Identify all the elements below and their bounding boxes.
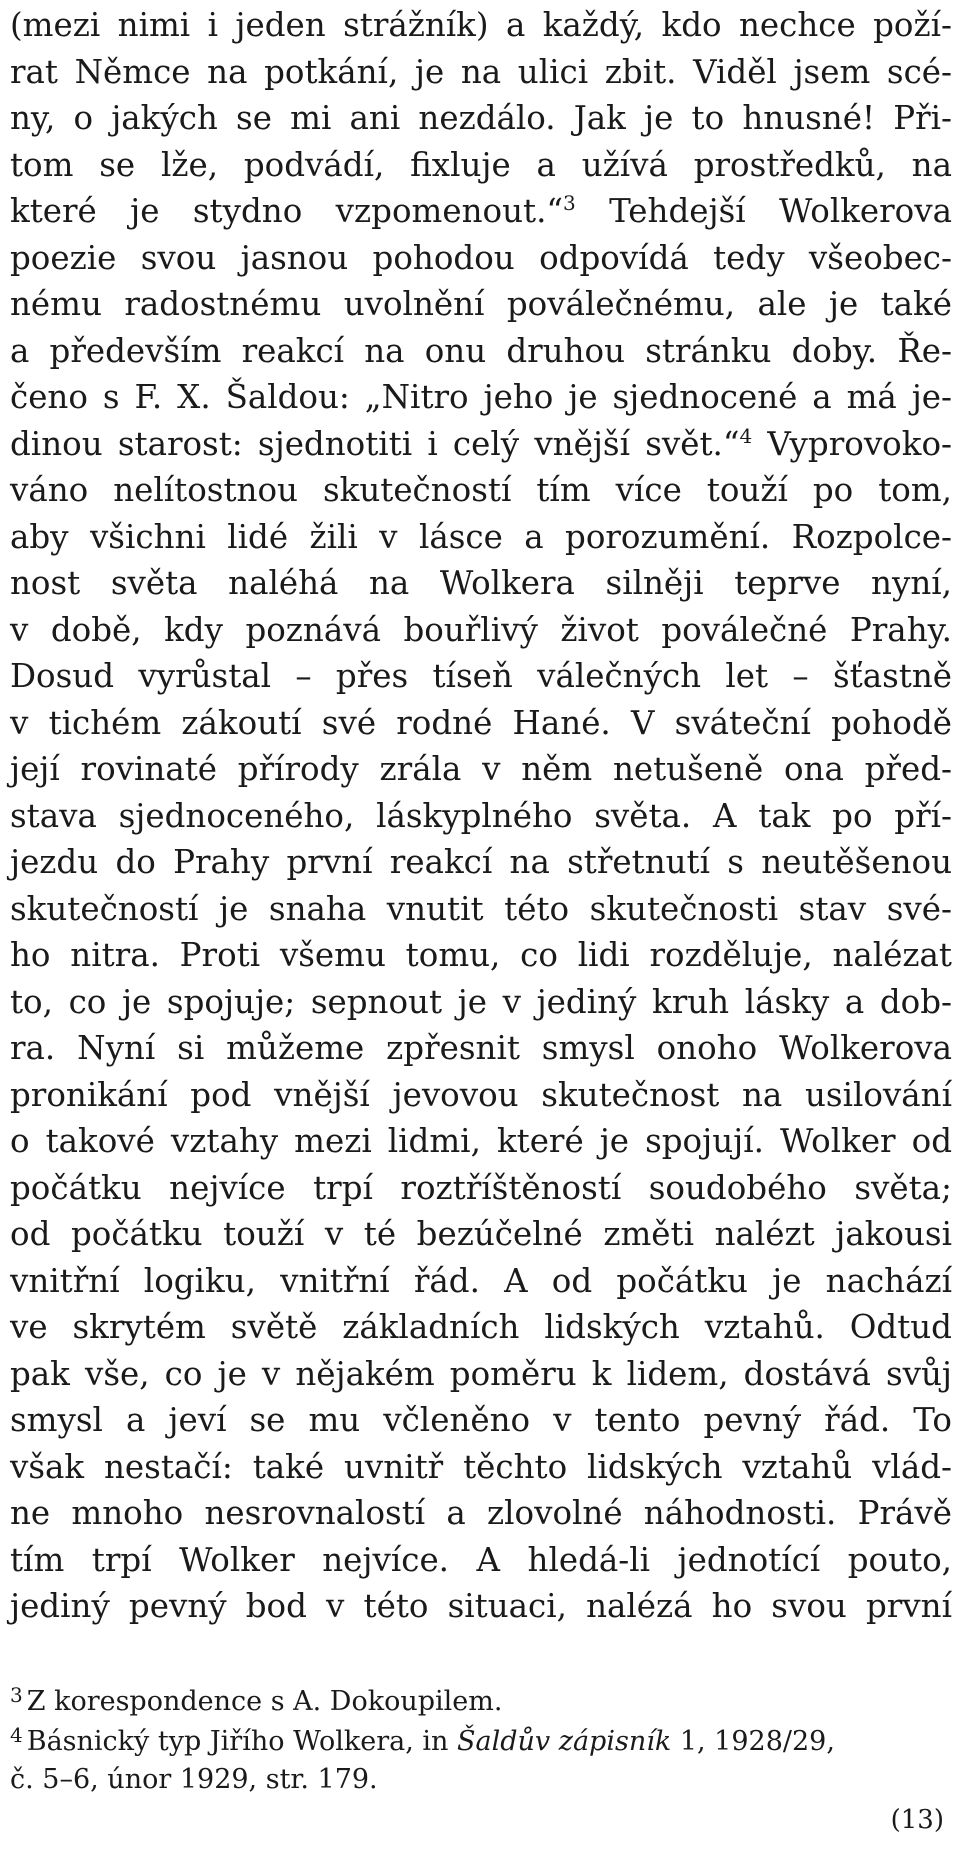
text-run: to, co je spojuje; sepnout je v jediný kruh lásky a dob- <box>10 982 952 1021</box>
text-run: ne mnoho nesrovnalostí a zlovolné náhodnosti. Právě <box>10 1494 952 1532</box>
text-run: počátku nejvíce trpí roztříštěností soudobého světa; <box>10 1168 952 1207</box>
text-line <box>10 374 952 420</box>
text-run: smysl a jeví se mu včleněno v tento pevný řád. To <box>10 1401 952 1439</box>
text-run: ve skrytém světě základních lidských vztahů. Odtud <box>10 1308 952 1346</box>
text-run: jezdu do Prahy první reakcí na střetnutí s neutěšenou <box>10 843 952 881</box>
footnote <box>10 1682 502 1722</box>
text-line <box>10 328 952 374</box>
text-line <box>10 188 952 234</box>
text-line <box>10 1258 952 1304</box>
footnote-ref: 3 <box>563 191 576 215</box>
text-line <box>10 1397 952 1443</box>
text-run: nému radostnému uvolnění poválečnému, ale je také <box>10 285 952 323</box>
text-run: však nestačí: také uvnitř těchto lidských vztahů vlád- <box>10 1447 952 1486</box>
text-run: Dosud vyrůstal – přes tíseň válečných let – šťastně <box>10 657 952 695</box>
text-line <box>10 560 952 606</box>
text-run: které je stydno vzpomenout.“ <box>10 192 564 230</box>
text-line <box>10 281 952 327</box>
text-line <box>10 1444 952 1490</box>
text-line <box>10 467 952 513</box>
text-line <box>10 793 952 839</box>
text-run: pronikání pod vnější jevovou skutečnost na usilování <box>10 1075 952 1114</box>
text-run: jediný pevný bod v této situaci, nalézá ho svou první <box>10 1587 952 1625</box>
text-line <box>10 1351 952 1397</box>
text-line <box>10 514 952 560</box>
text-run: ra. Nyní si můžeme zpřesnit smysl onoho Wolkerova <box>10 1029 952 1067</box>
text-run: její rovinaté přírody zrála v něm netušeně ona před- <box>10 750 952 788</box>
text-run: takové vztahy mezi lidmi, které je spojují <box>45 1122 754 1160</box>
text-run: dinou starost: sjednotiti i celý vnější svět.“ <box>10 424 740 463</box>
footnote-text: Básnický typ Jiřího Wolkera, in <box>26 1726 457 1757</box>
text-line <box>10 95 952 141</box>
footnote-text: Z korespondence s A. Dokoupilem. <box>26 1686 503 1717</box>
text-line <box>10 886 952 932</box>
text-run: Vyprovoko- <box>752 424 952 463</box>
footnote-text: 1, 1928/29, <box>671 1726 835 1757</box>
text-line <box>10 746 952 792</box>
text-line <box>10 932 952 978</box>
text-line <box>10 1025 952 1071</box>
text-run: v tichém zákoutí své rodné Hané. V sváteční pohodě <box>10 703 952 742</box>
text-line <box>10 1304 952 1350</box>
text-line <box>10 1583 952 1629</box>
text-line <box>10 1072 952 1118</box>
text-run: v době, kdy poznává bouřlivý život poválečné Prahy. <box>10 610 952 649</box>
footnote-number: 4 <box>10 1723 23 1747</box>
footnote-text: č. 5–6, únor 1929, str. 179. <box>10 1764 378 1795</box>
text-line <box>10 1165 952 1211</box>
text-run: „Nitro jeho je sjednocené a má je- <box>364 378 952 416</box>
text-line <box>10 1537 952 1583</box>
text-line <box>10 421 952 467</box>
text-run: stava sjednoceného, láskyplného světa. A tak po pří- <box>10 796 952 835</box>
text-line <box>10 1118 952 1164</box>
text-run: váno nelítostnou skutečností tím více touží po tom, <box>10 471 952 509</box>
footnote-number: 3 <box>10 1683 23 1707</box>
text-run: (mezi nimi i jeden strážník) a každý, kdo nechce poží- <box>10 6 952 44</box>
text-line <box>10 1490 952 1536</box>
text-line <box>10 142 952 188</box>
text-line <box>10 235 952 281</box>
footnote-text: Šaldův zápisník <box>457 1726 672 1757</box>
text-run: ho nitra. Proti všemu tomu, co lidi rozděluje, nalézat <box>10 936 952 974</box>
text-run: ny, o jakých se mi ani nezdálo. Jak je to hnusné! Při- <box>10 99 952 137</box>
text-run: nost světa naléhá na Wolkera silněji teprve nyní, <box>10 564 952 602</box>
text-line <box>10 653 952 699</box>
text-run: tím trpí Wolker nejvíce. A hledá-li jednotící pouto, <box>10 1540 952 1579</box>
text-line <box>10 839 952 885</box>
text-run: od počátku touží v té bezúčelné změti nalézt jakousi <box>10 1215 952 1253</box>
document-page <box>10 0 952 1860</box>
text-run: a především reakcí na onu druhou stránku doby. Ře- <box>10 331 952 370</box>
text-run: tom se lže, podvádí, fixluje a užívá prostředků, na <box>10 145 952 184</box>
text-run: rat Němce na potkání, je na ulici zbit. Viděl jsem scé- <box>10 52 952 91</box>
text-line <box>10 1211 952 1257</box>
text-line <box>10 49 952 95</box>
text-run: . Wolker od <box>753 1122 952 1160</box>
text-run: skutečností je snaha vnutit této skutečnosti stav své- <box>10 889 952 928</box>
footnote-ref: 4 <box>739 423 753 448</box>
text-line <box>10 2 952 48</box>
text-run: vnitřní logiku, vnitřní řád. A od počátku je nachází <box>10 1261 952 1300</box>
footnote <box>10 1722 835 1762</box>
footnote <box>10 1760 378 1800</box>
text-run: poezie svou jasnou pohodou odpovídá tedy všeobec- <box>10 238 952 277</box>
text-line <box>10 607 952 653</box>
text-run: aby všichni lidé žili v lásce a porozumění. Rozpolce- <box>10 517 952 556</box>
text-run: Tehdejší Wolkerova <box>575 192 952 230</box>
text-run: o <box>10 1122 46 1160</box>
text-run: čeno s F. X. Šaldou: <box>10 378 365 416</box>
page-number: (13) <box>890 1805 944 1835</box>
text-line <box>10 979 952 1025</box>
text-run: pak vše, co je v nějakém poměru k lidem, dostává svůj <box>10 1354 952 1393</box>
text-line <box>10 700 952 746</box>
